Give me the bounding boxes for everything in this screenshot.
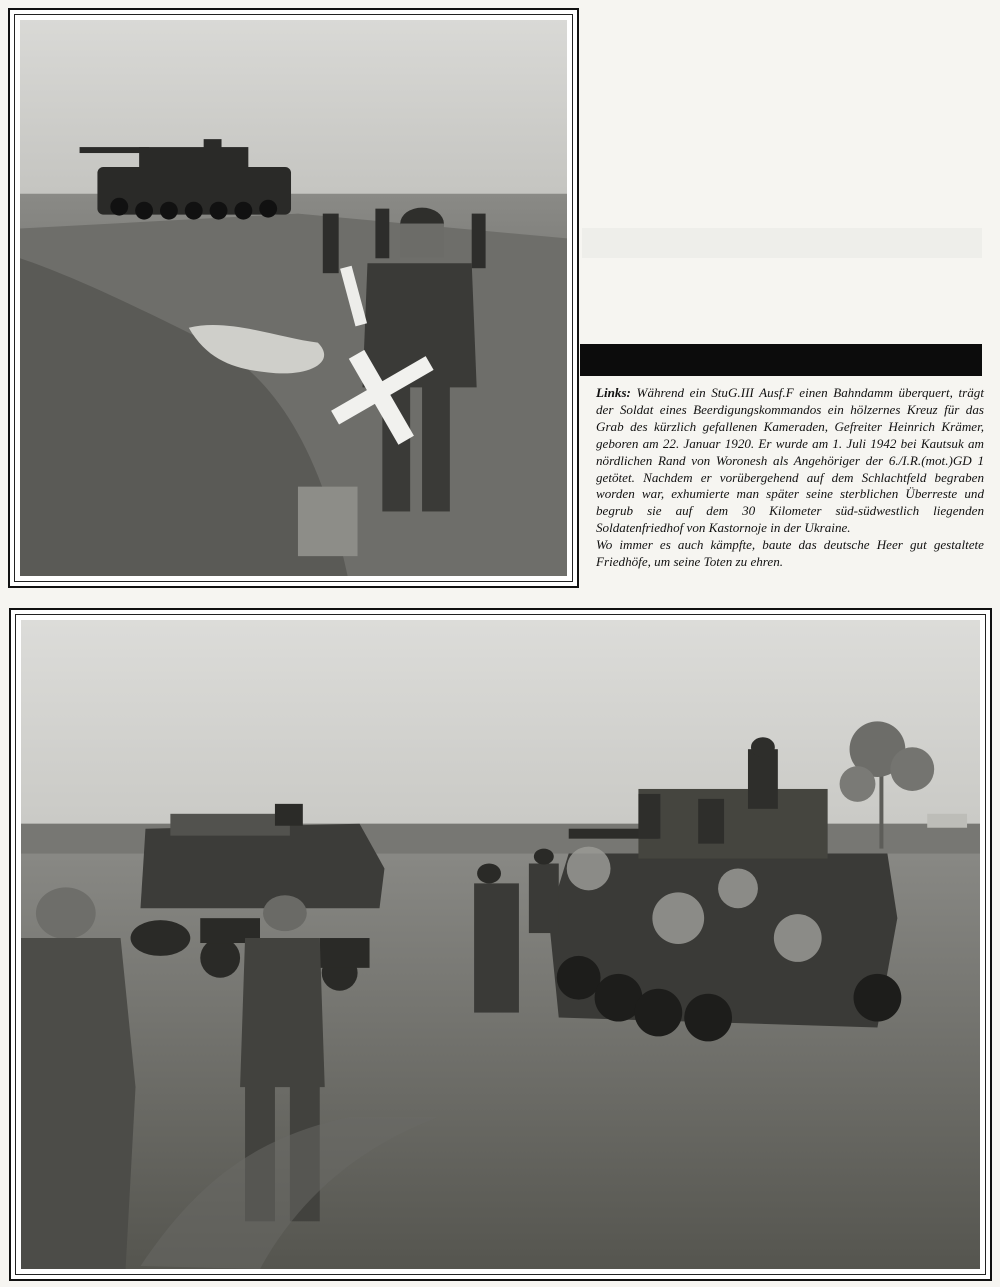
top-photo — [20, 20, 567, 576]
faint-band — [582, 228, 982, 258]
caption-lead: Links: — [596, 385, 631, 400]
photo-caption — [596, 385, 984, 571]
top-photo-frame — [8, 8, 579, 588]
bottom-photo-frame — [9, 608, 992, 1281]
caption-text-1: Während ein StuG.III Ausf.F einen Bahndamm überquert, trägt der Soldat eines Beerdigungskommandos ein hölzernes Kreuz für das Grab des kürzlich gefallenen Kameraden, Gefreiter Heinrich Krämer, geboren am 22. Januar 1920. Er wurde am 1. Juli 1942 bei Kautsuk am nördlichen Rand von Woronesh als Angehöriger der 6./I.R.(mot.)GD 1 getötet. Nachdem er vorübergehend auf dem Schlachtfeld begraben worden war, exhumierte man später seine sterblichen Überreste und begrub sie auf dem 30 Kilometer süd-südwestlich liegenden Soldatenfriedhof von Kastornoje in der Ukraine. — [596, 385, 984, 536]
caption-paragraph-1 — [596, 385, 984, 537]
caption-bar — [580, 344, 982, 376]
bottom-photo — [21, 620, 980, 1269]
caption-paragraph-2: Wo immer es auch kämpfte, baute das deutsche Heer gut gestaltete Friedhöfe, um seine Toten zu ehren. — [596, 537, 984, 570]
